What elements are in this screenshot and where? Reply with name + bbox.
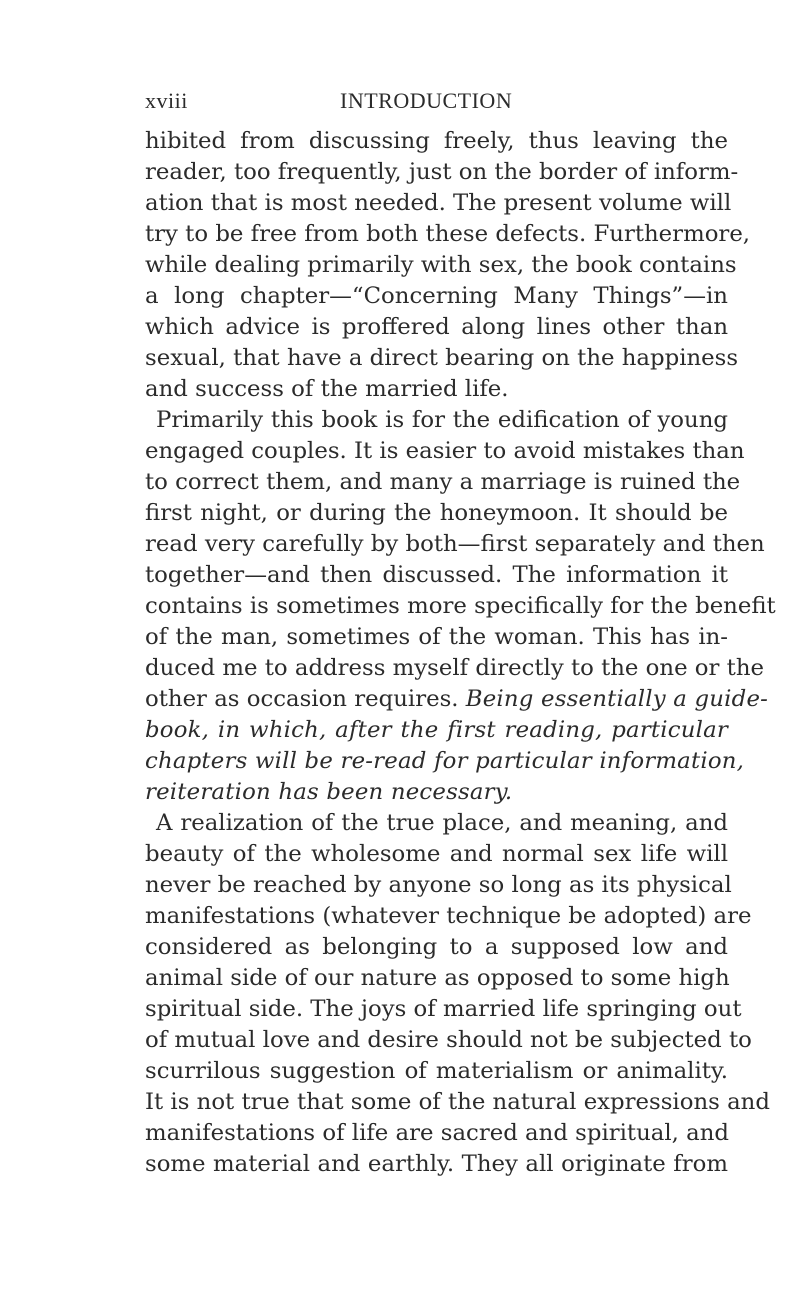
text-line: of mutual love and desire should not be subjected to — [145, 1027, 752, 1053]
italic-text-fragment: Being essentially a guide- — [465, 686, 769, 712]
text-line: animal side of our nature as opposed to some high — [145, 965, 730, 991]
text-line: while dealing primarily with sex, the book contains — [145, 252, 737, 278]
italic-text-line: reiteration has been necessary. — [145, 779, 513, 805]
text-line: first night, or during the honeymoon. It should be — [145, 500, 728, 526]
text-line: ation that is most needed. The present volume will — [145, 190, 732, 216]
text-line: contains is sometimes more specifically for the benefit — [145, 593, 776, 619]
text-line: hibited from discussing freely, thus leaving the — [145, 128, 728, 154]
text-line: never be reached by anyone so long as its physical — [145, 872, 732, 898]
running-head — [145, 88, 728, 118]
text-line: reader, too frequently, just on the border of inform- — [145, 159, 739, 185]
italic-text-line: chapters will be re-read for particular information, — [145, 748, 745, 774]
text-line: It is not true that some of the natural expressions and — [145, 1089, 770, 1115]
text-line: scurrilous suggestion of materialism or animality. — [145, 1058, 728, 1084]
text-line: of the man, sometimes of the woman. This has in- — [145, 624, 728, 650]
text-line: try to be free from both these defects. Furthermore, — [145, 221, 751, 247]
text-line: some material and earthly. They all originate from — [145, 1151, 728, 1177]
text-line: sexual, that have a direct bearing on the happiness — [145, 345, 739, 371]
text-line: manifestations (whatever technique be adopted) are — [145, 903, 752, 929]
text-line: beauty of the wholesome and normal sex life will — [145, 841, 728, 867]
text-line: duced me to address myself directly to the one or the — [145, 655, 765, 681]
text-line: which advice is proffered along lines other than — [145, 314, 728, 340]
italic-text-line: book, in which, after the first reading, particular — [145, 717, 728, 743]
text-line: manifestations of life are sacred and spiritual, and — [145, 1120, 730, 1146]
body-text — [145, 126, 776, 1180]
text-line: a long chapter—“Concerning Many Things”—in — [145, 283, 728, 309]
text-fragment: other as occasion requires. — [145, 686, 459, 712]
running-title: INTRODUCTION — [340, 88, 513, 113]
text-line: engaged couples. It is easier to avoid mistakes than — [145, 438, 745, 464]
text-line-mixed — [145, 684, 769, 715]
text-line: read very carefully by both—first separately and then — [145, 531, 765, 557]
text-line: A realization of the true place, and meaning, and — [156, 810, 728, 836]
text-line: and success of the married life. — [145, 376, 509, 402]
text-line: Primarily this book is for the edification of young — [156, 407, 728, 433]
page-number: xviii — [145, 88, 188, 113]
text-line: together—and then discussed. The information it — [145, 562, 728, 588]
text-line: spiritual side. The joys of married life springing out — [145, 996, 742, 1022]
text-line: considered as belonging to a supposed low and — [145, 934, 728, 960]
text-line: to correct them, and many a marriage is ruined the — [145, 469, 741, 495]
